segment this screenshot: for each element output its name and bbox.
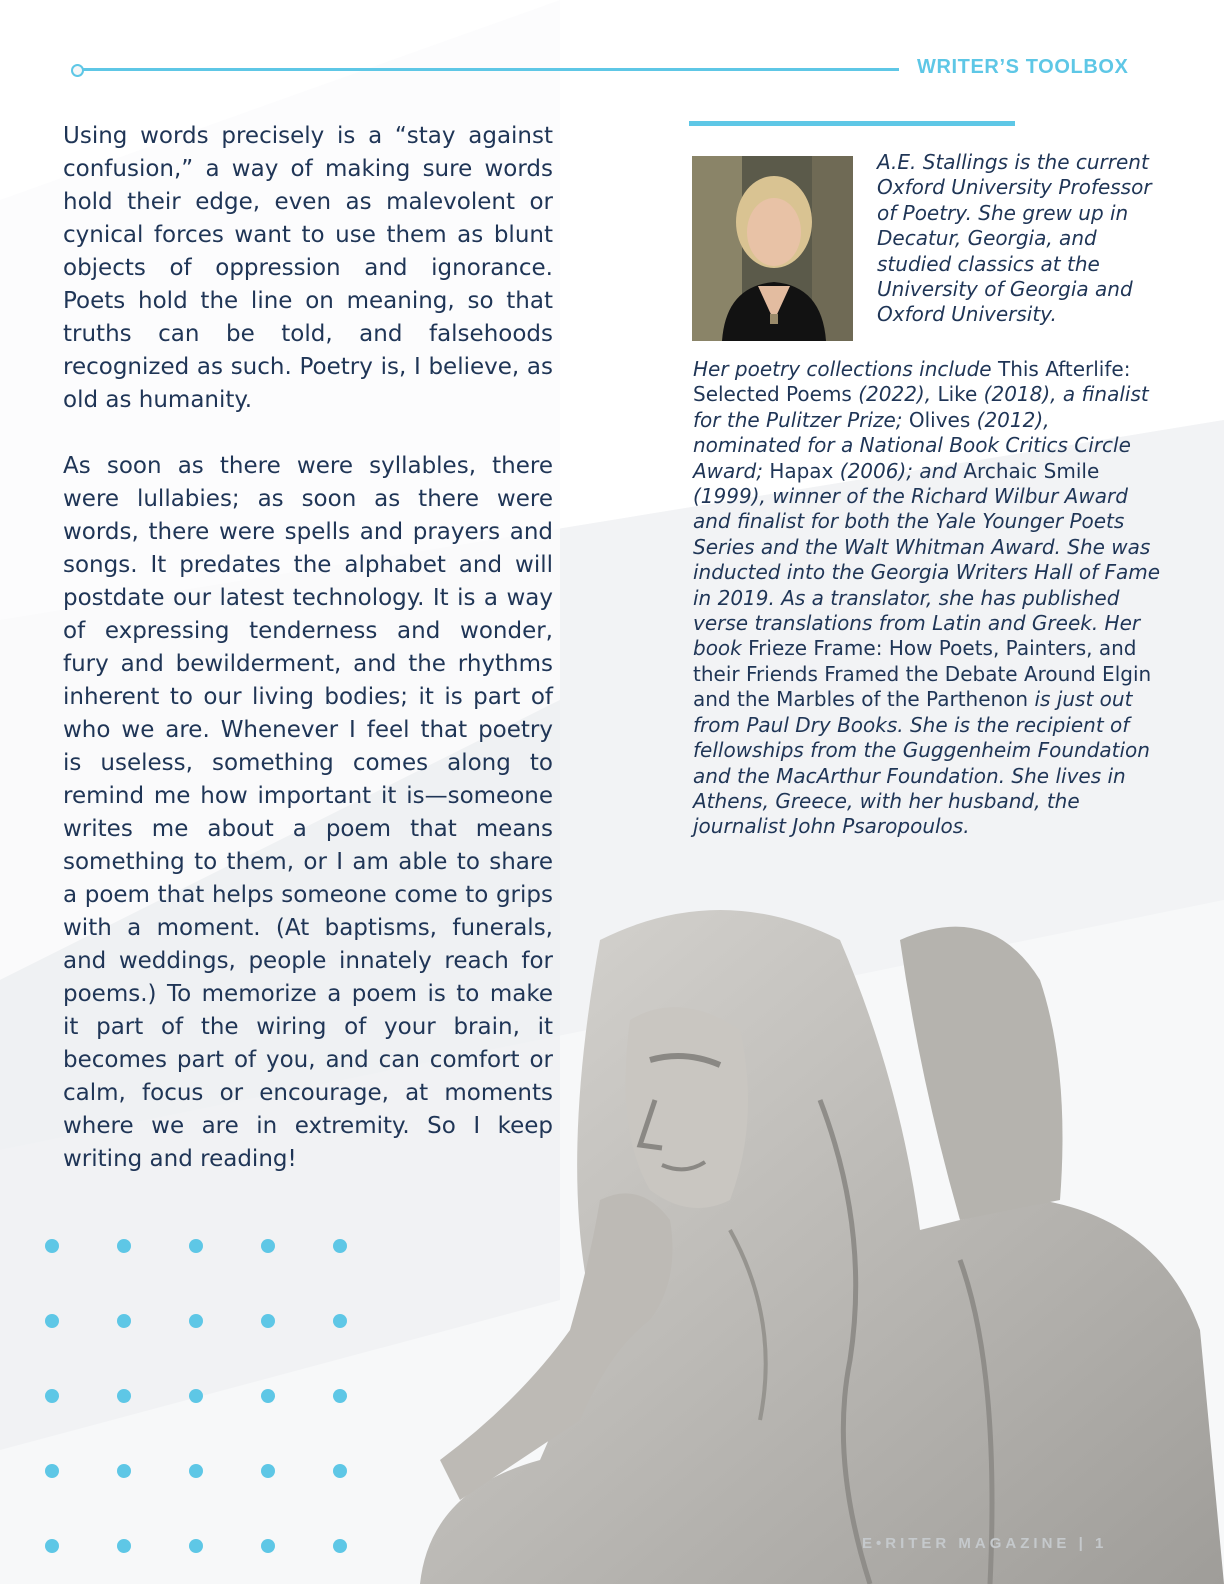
decorative-dot-grid [44,1238,364,1558]
author-portrait [692,156,853,341]
book-title-hapax: Hapax [769,458,834,483]
book-title-olives: Olives [908,407,971,432]
bio-text-5: (2006); and [833,458,964,483]
bio-intro: A.E. Stallings is the current Oxford University Professor of Poetry. She grew up in Decatur, Georgia, and studied classics at the University of Georgia and Oxford University. [877,150,1152,327]
book-title-frieze-frame: Frieze Frame: How Poets, Painters, and their Friends Framed the Debate Around Elgin and the Marbles of the Parthenon [693,636,1152,712]
header-rule [73,68,899,71]
book-title-this-afterlife: This Afterlife: Selected Poems [693,357,1131,407]
bio-text-6: (1999), winner of the Richard Wilbur Award and finalist for both the Yale Younger Poets Series and the Walt Whitman Award. She was inducted into the Georgia Writers Hall of Fame in 2019. As a translator, she has published verse translations from Latin and Greek. Her book [693,484,1161,661]
bio-rule [689,121,1015,126]
bio-text-7: is just out from Paul Dry Books. She is the recipient of fellowships from the Guggenheim Foundation and the MacArthur Foundation. She lives in Athens, Greece, with her husband, the journalist John Psaropoulos. [693,687,1150,839]
book-title-like: Like [937,382,978,407]
bio-text-1: Her poetry collections include [693,357,998,381]
section-label: WRITER’S TOOLBOX [917,56,1129,78]
footer-magazine-page: E•RITER MAGAZINE | 1 [862,1535,1108,1552]
bio-text-3: (2018), a finalist for the Pulitzer Prize; [693,382,1149,432]
bio-text-2: (2022), [851,382,938,407]
bio-body [693,357,1163,840]
book-title-archaic-smile: Archaic Smile [963,458,1100,483]
article-paragraph-1: Using words precisely is a “stay against confusion,” a way of making sure words hold their edge, even as malevolent or cynical forces want to use them as blunt objects of oppression and ignorance. Poets hold the line on meaning, so that truths can be told, and falsehoods recognized as such. Poetry is, I believe, as old as humanity. [63,123,553,413]
bio-text-4: (2012), nominated for a National Book Critics Circle Award; [693,407,1131,483]
statue-image [400,900,1224,1584]
header-rule-dot [71,64,84,77]
article-paragraph-2: As soon as there were syllables, there were lullabies; as soon as there were words, there were spells and prayers and songs. It predates the alphabet and will postdate our latest technology. It is a way of expressing tenderness and wonder, fury and bewilderment, and the rhythms inherent to our living bodies; it is part of who we are. Whenever I feel that poetry is useless, something comes along to remind me how important it is—someone writes me about a poem that means something to them, or I am able to share a poem that helps someone come to grips with a moment. (At baptisms, funerals, and weddings, people innately reach for poems.) To memorize a poem is to make it part of the wiring of your brain, it becomes part of you, and can comfort or calm, focus or encourage, at moments where we are in extremity. So I keep writing and reading! [63,453,553,1172]
